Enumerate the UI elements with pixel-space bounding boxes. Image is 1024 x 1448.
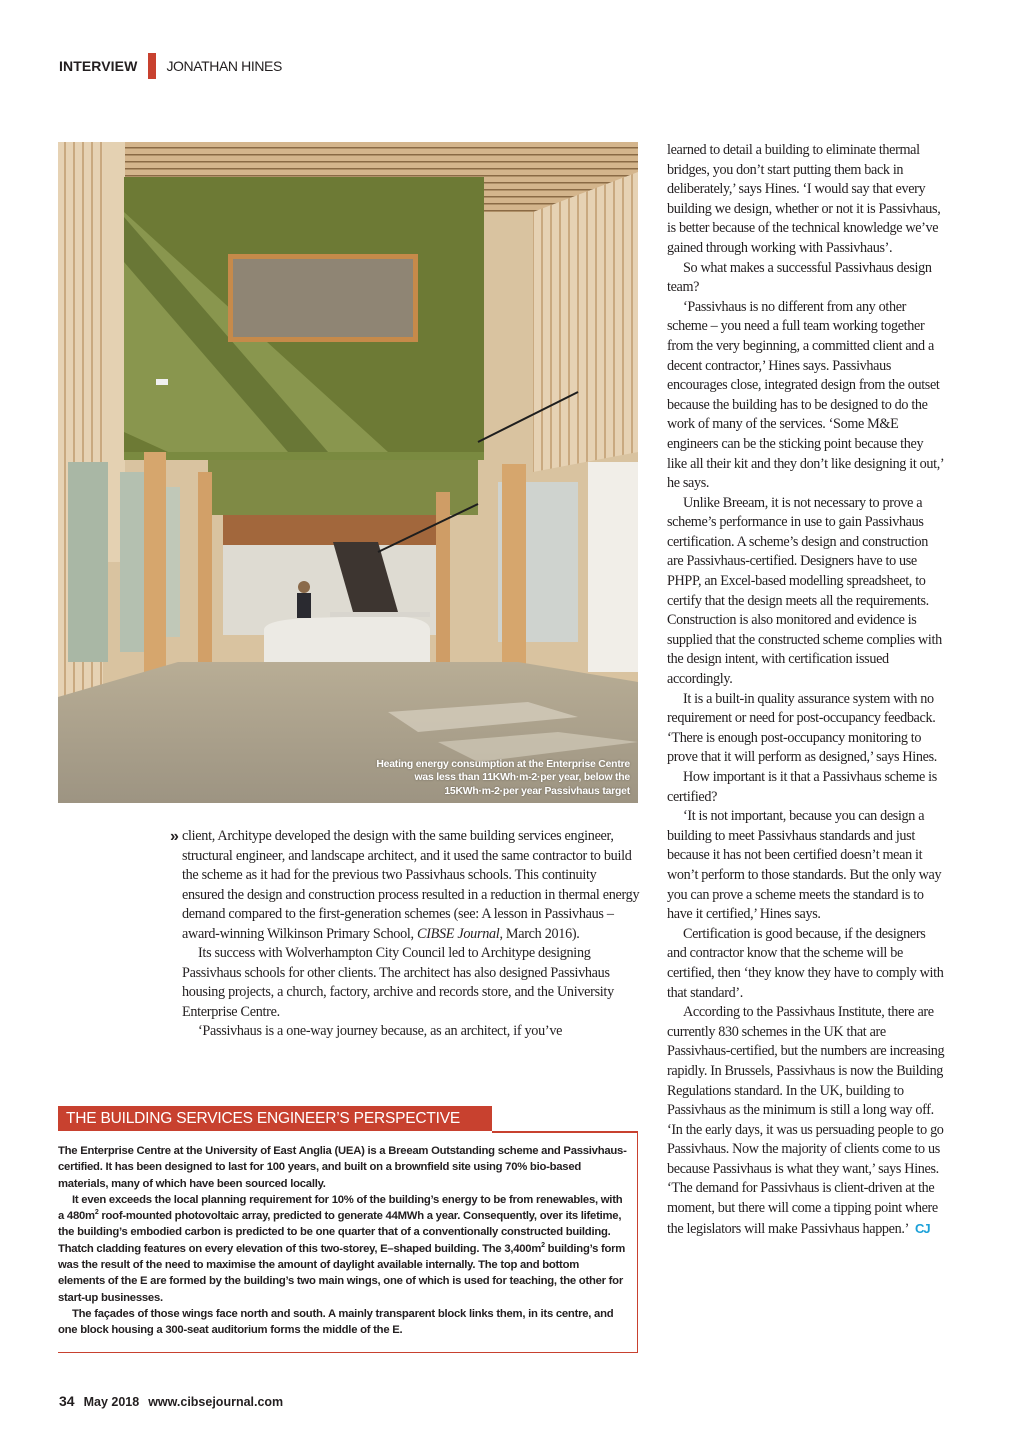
article-paragraph: learned to detail a building to eliminate thermal bridges, you don’t start putting them back in deliberately,’ says Hines. ‘I would say that every building we design, whether or not it is Passivhaus, is better because of the technical knowledge we’ve gained through working with Passivhaus’.: [667, 142, 941, 256]
atrium-photo-illustration: [58, 142, 638, 803]
sidebar-paragraph: The Enterprise Centre at the University of East Anglia (UEA) is a Breeam Outstanding scheme and Passivhaus-certified. It has been designed to last for 100 years, and built on a brownfield site using 70% bio-based materials, many of which have been sourced locally.: [58, 1145, 627, 1190]
article-paragraph: ‘Passivhaus is no different from any other scheme – you need a full team working together from the very beginning, a committed client and a decent contractor,’ Hines says. Passivhaus encourages close, integrated design from the outset because the building has to be designed to do the work of many of the services. ‘Some M&E engineers can be the sticking point because they like all their kit and they don’t like designing it out,’ he says.: [667, 298, 944, 492]
website-link[interactable]: www.cibsejournal.com: [148, 1395, 284, 1409]
feature-photo: [58, 142, 638, 803]
article-column-right: [667, 141, 945, 1239]
article-paragraph-final: According to the Passivhaus Institute, there are currently 830 schemes in the UK that are Passivhaus-certified, but the numbers are increasing rapidly. In Brussels, Passivhaus is now the Building Regulations standard. In the UK, building to Passivhaus as the minimum is still a long way off. ‘In the early days, it was us persuading people to go Passivhaus. Now the majority of clients come to us because Passivhaus is what they want,’ says Hines. ‘The demand for Passivhaus is client-driven at the moment, but there will come a tipping point where the legislators will make Passivhaus happen.’ CJ: [667, 1004, 945, 1237]
page-number: 34: [59, 1393, 75, 1409]
running-head: [59, 55, 282, 77]
interview-question: How important is it that a Passivhaus scheme is certified?: [667, 769, 937, 805]
article-column-left: [170, 827, 640, 1042]
article-paragraph: ‘It is not important, because you can design a building to meet Passivhaus standards and just because it has not been certified doesn’t mean it won’t perform to those standards. But the only way you can prove a scheme meets the standard is to have it certified,’ Hines says.: [667, 808, 942, 923]
cj-end-mark-icon: CJ: [914, 1220, 930, 1236]
section-label: INTERVIEW: [59, 58, 138, 74]
sidebar-box-title: THE BUILDING SERVICES ENGINEER’S PERSPECTIVE: [58, 1106, 492, 1131]
article-paragraph: Its success with Wolverhampton City Council led to Architype designing Passivhaus schools for other clients. The architect has also designed Passivhaus housing projects, a church, factory, archive and records store, and the University Enterprise Centre.: [182, 945, 614, 1020]
photo-caption: Heating energy consumption at the Enterprise Centre was less than 11KWh·m-2·per year, below the 15KWh·m-2·per year Passivhaus target: [376, 758, 630, 797]
citation-title: CIBSE Journal: [417, 925, 500, 942]
article-paragraph: ‘Passivhaus is a one-way journey because, as an architect, if you’ve: [198, 1023, 563, 1039]
page-footer: [59, 1393, 283, 1409]
article-paragraph: » client, Architype developed the design with the same building services engineer, structural engineer, and landscape architect, and it used the same contractor to build the scheme as it had for the previous two Passivhaus schools. This continuity ensured the design and construction process resulted in a reduction in thermal energy demand compared to the first-generation schemes (see: A lesson in Passivhaus – award-winning Wilkinson Primary School, CIBSE Journal, March 2016).: [170, 828, 640, 942]
issue-date: May 2018: [83, 1395, 140, 1409]
interview-subject: JONATHAN HINES: [166, 58, 282, 74]
sidebar-paragraph: It even exceeds the local planning requirement for 10% of the building’s energy to be from renewables, with a $480m^2$ roof-mounted photovoltaic array, predicted to generate 44MWh a year. Consequently, over its lifetime, the building’s embodied carbon is predicted to be one quarter that of a conventionally constructed building. Thatch cladding features on every elevation of this two-storey, E–shaped building. The $3,400m^2$ building’s form was the result of the need to maximise the amount of daylight available internally. The top and bottom elements of the E are formed by the building’s two main wings, one of which is used for teaching, the other for start-up businesses.: [58, 1193, 626, 1304]
article-paragraph: Unlike Breeam, it is not necessary to prove a scheme’s performance in use to gain Passivhaus certification. A scheme’s design and construction are Passivhaus-certified. Designers have to use PHPP, an Excel-based modelling spreadsheet, to certify that the design meets all the requirements. Construction is also monitored and evidence is supplied that the constructed scheme complies with the design intent, with certification issued accordingly.: [667, 494, 942, 688]
sidebar-box-body: [58, 1143, 628, 1339]
section-divider-bar: [148, 53, 156, 79]
article-paragraph: It is a built-in quality assurance system with no requirement or need for post-occupancy feedback. ‘There is enough post-occupancy monitoring to prove that it will perform as designed,’ says Hines.: [667, 690, 937, 766]
sidebar-paragraph: The façades of those wings face north and south. A mainly transparent block links them, in its centre, and one block housing a 300-seat auditorium forms the middle of the E.: [58, 1307, 614, 1337]
continued-chevron-icon: »: [170, 828, 179, 845]
article-paragraph: Certification is good because, if the designers and contractor know that the scheme will be certified, then ‘they know they have to comply with that standard’.: [667, 925, 944, 1001]
interview-question: So what makes a successful Passivhaus design team?: [667, 259, 932, 296]
